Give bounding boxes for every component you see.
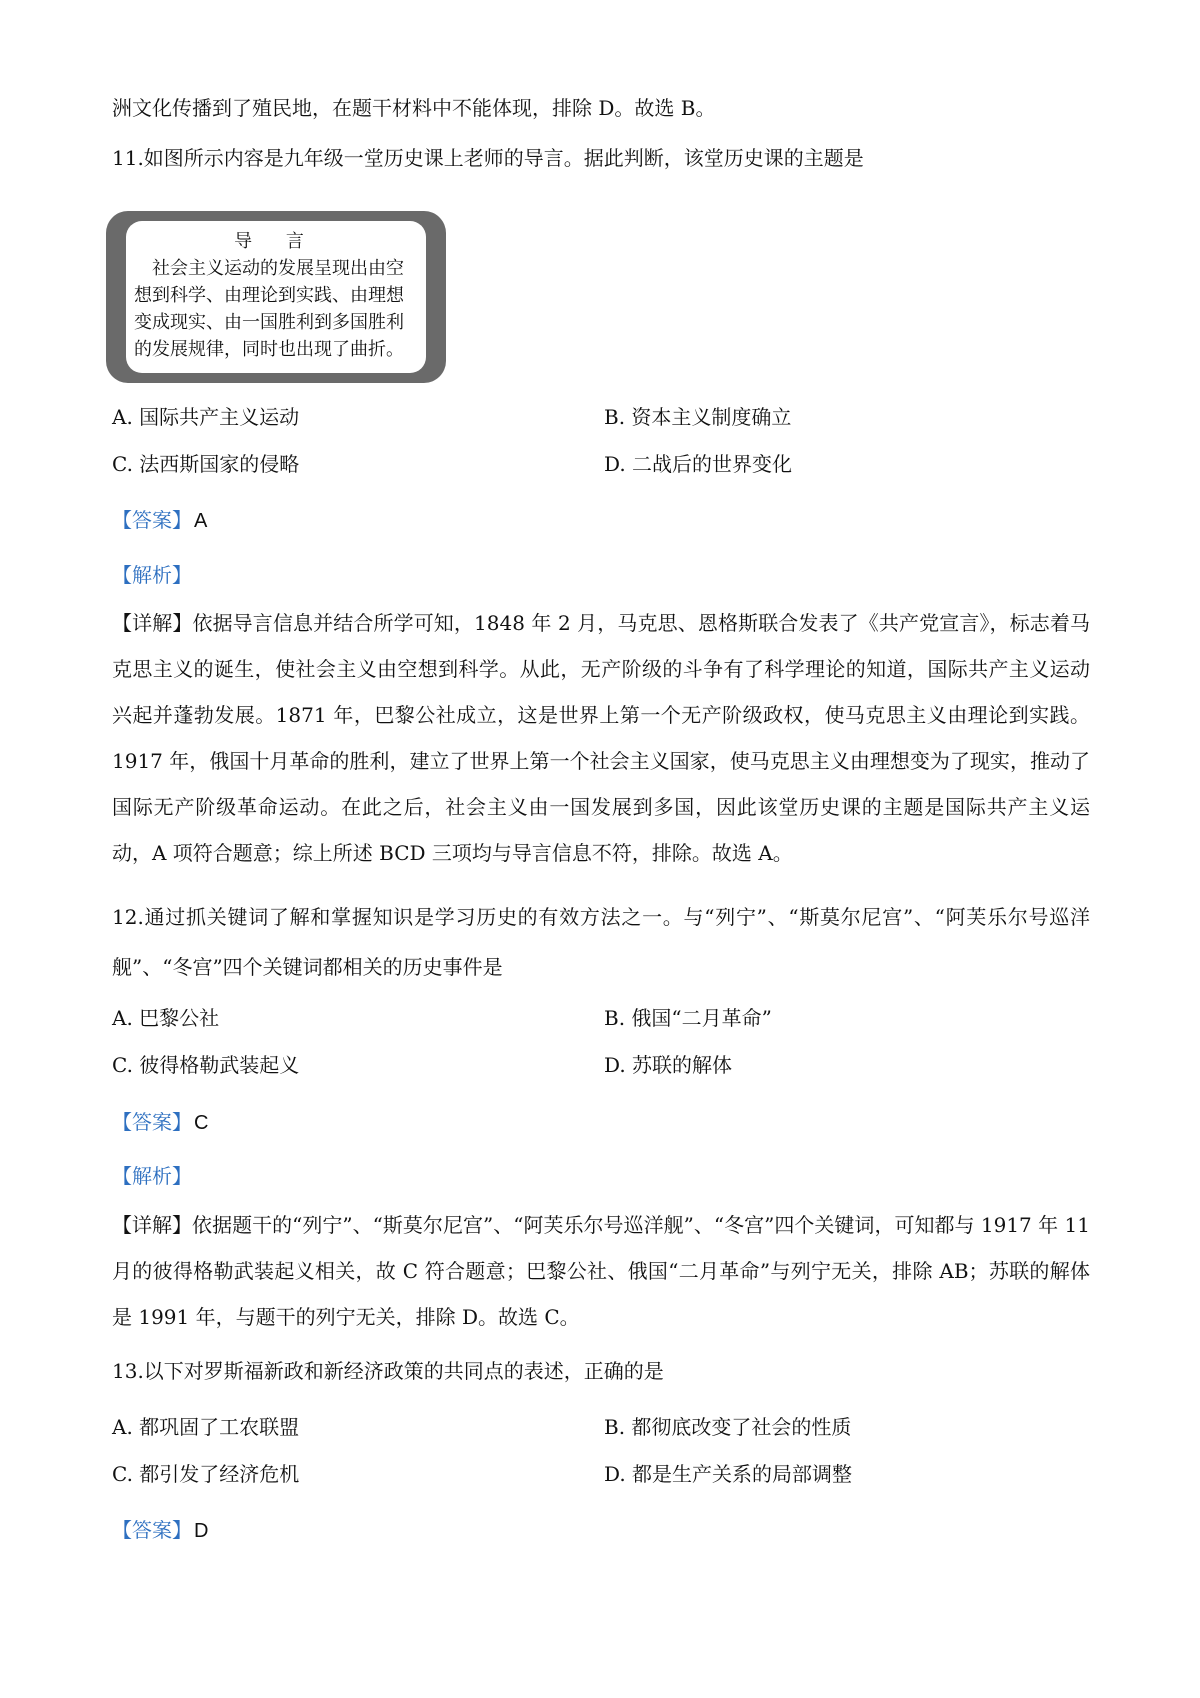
- q13-answer: [112, 1516, 208, 1545]
- q12-option-d: D. 苏联的解体: [604, 1053, 733, 1077]
- intro-line: 洲文化传播到了殖民地，在题干材料中不能体现，排除 D。故选 B。: [112, 96, 716, 120]
- q11-stem: 11.如图所示内容是九年级一堂历史课上老师的导言。据此判断，该堂历史课的主题是: [112, 146, 864, 170]
- q11-option-a: A. 国际共产主义运动: [112, 405, 300, 429]
- q12-answer: [112, 1108, 208, 1137]
- q13-stem: 13.以下对罗斯福新政和新经济政策的共同点的表述，正确的是: [112, 1359, 664, 1383]
- q11-answer: [112, 506, 207, 535]
- q13-option-d: D. 都是生产关系的局部调整: [604, 1462, 853, 1486]
- answer-label: 【答案】: [112, 1110, 192, 1134]
- q11-option-c: C. 法西斯国家的侵略: [112, 452, 300, 476]
- q11-option-b: B. 资本主义制度确立: [604, 405, 792, 429]
- q11-detail: 【详解】依据导言信息并结合所学可知，1848 年 2 月，马克思、恩格斯联合发表了《共产党宣言》，标志着马克思主义的诞生，使社会主义由空想到科学。从此，无产阶级的斗争有了科学理论的知道，国际共产主义运动兴起并蓬勃发展。1871 年，巴黎公社成立，这是世界上第一个无产阶级政权，使马克思主义由理论到实践。1917 年，俄国十月革命的胜利，建立了世界上第一个社会主义国家，使马克思主义由理想变为了现实，推动了国际无产阶级革命运动。在此之后，社会主义由一国发展到多国，因此该堂历史课的主题是国际共产主义运动，A 项符合题意；综上所述 BCD 三项均与导言信息不符，排除。故选 A。: [112, 611, 1090, 865]
- q13-option-c: C. 都引发了经济危机: [112, 1462, 300, 1486]
- q12-analysis-label: 【解析】: [112, 1164, 192, 1188]
- answer-value: A: [194, 510, 208, 532]
- q13-option-b: B. 都彻底改变了社会的性质: [604, 1415, 852, 1439]
- answer-label: 【答案】: [112, 508, 192, 532]
- intro-box-line: 变成现实、由一国胜利到多国胜利: [134, 312, 404, 333]
- q12-detail: 【详解】依据题干的“列宁”、“斯莫尔尼宫”、“阿芙乐尔号巡洋舰”、“冬宫”四个关键词，可知都与 1917 年 11 月的彼得格勒武装起义相关，故 C 符合题意；巴黎公社、俄国“二月革命”与列宁无关，排除 AB；苏联的解体是 1991 年，与题干的列宁无关，排除 D。故选 C。: [112, 1213, 1090, 1329]
- q12-option-b: B. 俄国“二月革命”: [604, 1006, 772, 1030]
- answer-label: 【答案】: [112, 1518, 192, 1542]
- q12-stem: 12.通过抓关键词了解和掌握知识是学习历史的有效方法之一。与“列宁”、“斯莫尔尼宫”、“阿芙乐尔号巡洋舰”、“冬宫”四个关键词都相关的历史事件是: [112, 905, 1090, 979]
- intro-box-line: 的发展规律，同时也出现了曲折。: [134, 339, 404, 360]
- q11-analysis-label: 【解析】: [112, 563, 192, 587]
- q12-option-c: C. 彼得格勒武装起义: [112, 1053, 300, 1077]
- q11-option-d: D. 二战后的世界变化: [604, 452, 793, 476]
- intro-box-line: 社会主义运动的发展呈现出由空: [152, 258, 404, 279]
- answer-value: D: [194, 1520, 209, 1542]
- q12-option-a: A. 巴黎公社: [112, 1006, 220, 1030]
- intro-box-title: 导 言: [234, 231, 318, 252]
- q13-option-a: A. 都巩固了工农联盟: [112, 1415, 300, 1439]
- answer-value: C: [194, 1112, 209, 1134]
- intro-box-line: 想到科学、由理论到实践、由理想: [134, 285, 404, 306]
